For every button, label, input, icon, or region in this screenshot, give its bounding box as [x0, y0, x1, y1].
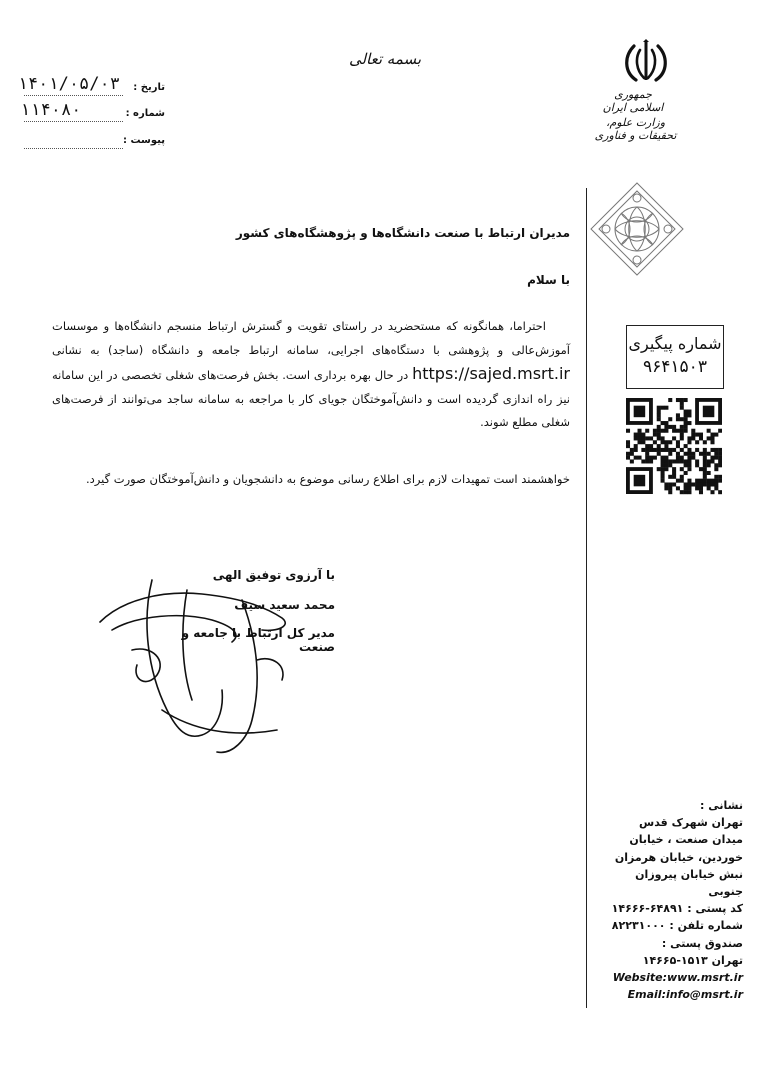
po-box-label: صندوق پستی :: [661, 936, 743, 950]
tracking-number: ۹۶۴۱۵۰۳: [643, 357, 707, 377]
contact-block: [598, 797, 743, 1003]
body-paragraph-1: [52, 315, 570, 435]
letter-number-label: شماره :: [125, 108, 165, 119]
address-line: نبش خیابان پیروزان جنوبی: [635, 867, 743, 899]
paragraph-1-text-before-url: احتراما، همانگونه که مستحضرید در راستای تقویت و گسترش ارتباط منسجم دانشگاه‌ها و موسسات آموزش‌عالی و پژوهشی با دستگاه‌های اجرایی، سامانه ارتباط جامعه و دانشگاه (ساجد) به نشانی: [52, 319, 570, 357]
number-dotted-line: [24, 121, 123, 122]
signer-name: محمد سعید سیف: [234, 598, 335, 612]
invocation-heading: بسمه تعالی: [348, 50, 422, 68]
tracking-label: شماره پیگیری: [628, 334, 722, 353]
qr-code-icon: [626, 398, 722, 496]
address-label: نشانی :: [700, 799, 743, 812]
tracking-box: [626, 325, 724, 389]
po-box: تهران ۱۵۱۳-۱۴۶۶۵: [642, 953, 743, 967]
attachment-label: پیوست :: [122, 135, 165, 146]
date-label: تاریخ :: [133, 82, 165, 93]
postal-code: کد پستی : ۶۴۸۹۱-۱۴۶۶۶: [611, 902, 743, 916]
number-row: [20, 100, 165, 124]
signer-title: مدیر کل ارتباط با جامعه و صنعت: [181, 626, 335, 654]
address-line: خوردین، خیابان هرمزان: [614, 850, 743, 864]
recipient-line: مدیران ارتباط با صنعت دانشگاه‌ها و پژوهشگاه‌های کشور: [235, 226, 570, 240]
margin-divider: [586, 188, 587, 1008]
attachment-row: [20, 133, 165, 151]
signature-closing: با آرزوی توفیق الهی: [212, 568, 335, 582]
iran-emblem-icon: [622, 38, 670, 84]
email-link[interactable]: Email:info@msrt.ir: [627, 988, 743, 1002]
date-value: ۱۴۰۱/۰۵/۰۳: [17, 74, 120, 94]
phone-number: شماره تلفن : ۸۲۲۳۱۰۰۰: [611, 919, 743, 933]
address-line: میدان صنعت ، خیابان: [629, 833, 743, 847]
handwritten-signature: [92, 560, 342, 770]
sajed-url-link[interactable]: https://sajed.msrt.ir: [412, 364, 570, 383]
paragraph-1-text-after-url: در حال بهره برداری است. بخش فرصت‌های شغلی تخصصی در این سامانه نیز راه اندازی گردیده است و دانش‌آموختگان جویای کار با مراجعه به سامانه ساجد می‌توانند از فرصت‌های شغلی مطلع شوند.: [52, 368, 570, 429]
date-dotted-line: [24, 95, 123, 96]
greeting: با سلام: [527, 273, 570, 287]
republic-name: جمهوری اسلامی ایران: [602, 88, 664, 114]
islamic-ornament-icon: [588, 180, 686, 278]
body-paragraph-2: خواهشمند است تمهیدات لازم برای اطلاع رسانی موضوع به دانشجویان و دانش‌آموختگان صورت گیرد.: [86, 472, 570, 486]
letter-number-value: ۱۱۴۰۸۰: [20, 100, 82, 120]
ministry-name: وزارت علوم، تحقیقات و فناوری: [594, 116, 677, 142]
address-line: تهران شهرک قدس: [639, 816, 743, 830]
date-row: [17, 74, 165, 98]
website-link[interactable]: Website:www.msrt.ir: [612, 971, 743, 985]
attachment-dotted-line: [24, 148, 123, 149]
